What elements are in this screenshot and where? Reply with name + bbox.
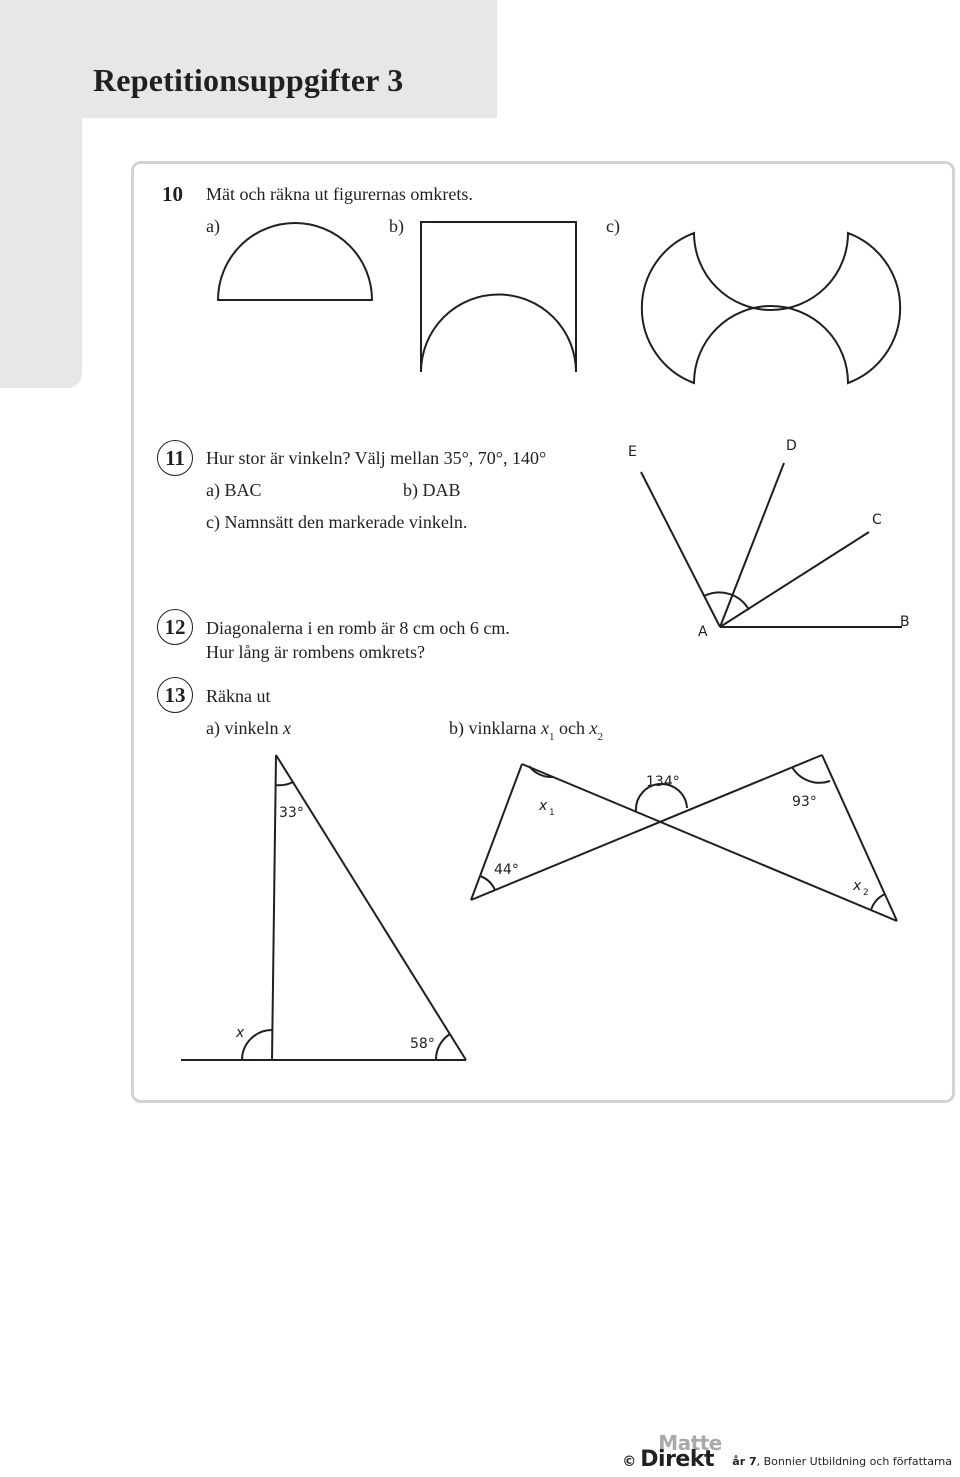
angle-x1-label: x (539, 798, 548, 814)
task-10-number: 10 (162, 182, 183, 206)
angle-58-label: 58° (410, 1036, 435, 1052)
angle-93-arc (792, 767, 830, 783)
task-13-b-x2: x (589, 718, 598, 738)
task-10-label-a: a) (206, 216, 220, 236)
point-d: D (786, 438, 797, 454)
angle-134-label: 134° (646, 774, 680, 790)
task-13-a-label: a) vinkeln (206, 718, 279, 738)
copyright-symbol: © (622, 1454, 637, 1470)
point-b: B (900, 614, 910, 630)
task-13-b-and: och (558, 718, 585, 738)
task-11-number: 11 (157, 440, 193, 476)
task-13-prompt: Räkna ut (206, 686, 271, 706)
task-13-b-label: b) vinklarna (449, 718, 537, 738)
task-13-b-sub2: 2 (597, 731, 603, 743)
task-12-number: 12 (157, 609, 193, 645)
task-13-b-x1: x (540, 718, 549, 738)
angle-58-arc (436, 1034, 450, 1060)
task-11-b: b) DAB (403, 480, 461, 500)
footer-credit (732, 1455, 952, 1468)
task-13-number: 13 (157, 677, 193, 713)
angle-x1-sub: 1 (549, 808, 555, 818)
angle-x2-sub: 2 (863, 888, 869, 898)
task-11-prompt: Hur stor är vinkeln? Välj mellan 35°, 70°, 140° (206, 448, 547, 468)
task-11-c: c) Namnsätt den markerade vinkeln. (206, 512, 468, 532)
angle-44-label: 44° (494, 862, 519, 878)
footer (622, 1431, 952, 1471)
task-12-line2: Hur lång är rombens omkrets? (206, 642, 425, 662)
angle-x2-arc (871, 894, 885, 910)
angle-44-arc (480, 876, 495, 890)
bone-figure (642, 233, 900, 383)
logo-matte: Matte (658, 1431, 722, 1455)
task-13-b-sub1: 1 (548, 731, 555, 743)
matte-direkt-logo (640, 1431, 728, 1471)
task-10-prompt: Mät och räkna ut figurernas omkrets. (206, 184, 473, 204)
angle-93-label: 93° (792, 794, 817, 810)
angle-figure (641, 463, 902, 627)
angle-x-label: x (236, 1025, 245, 1041)
angle-x-arc (242, 1030, 272, 1060)
bowtie-figure (471, 755, 897, 921)
task-10-label-b: b) (389, 216, 404, 236)
angle-33-label: 33° (279, 805, 304, 821)
point-a: A (698, 624, 708, 640)
point-c: C (872, 512, 882, 528)
semicircle-figure (218, 223, 372, 300)
page-title: Repetitionsuppgifter 3 (93, 62, 404, 98)
square-cutout-figure (421, 222, 576, 372)
triangle-a (181, 755, 466, 1060)
task-11-a: a) BAC (206, 480, 262, 500)
task-13-a-var: x (282, 718, 291, 738)
angle-x2-label: x (853, 878, 862, 894)
footer-credit-text: , Bonnier Utbildning och författarna (756, 1455, 952, 1468)
task-12-line1: Diagonalerna i en romb är 8 cm och 6 cm. (206, 618, 510, 638)
logo-direkt: Direkt (640, 1447, 715, 1472)
footer-year: år 7 (732, 1455, 757, 1468)
task-10-label-c: c) (606, 216, 620, 236)
point-e: E (628, 444, 637, 460)
angle-33-arc (276, 782, 294, 785)
